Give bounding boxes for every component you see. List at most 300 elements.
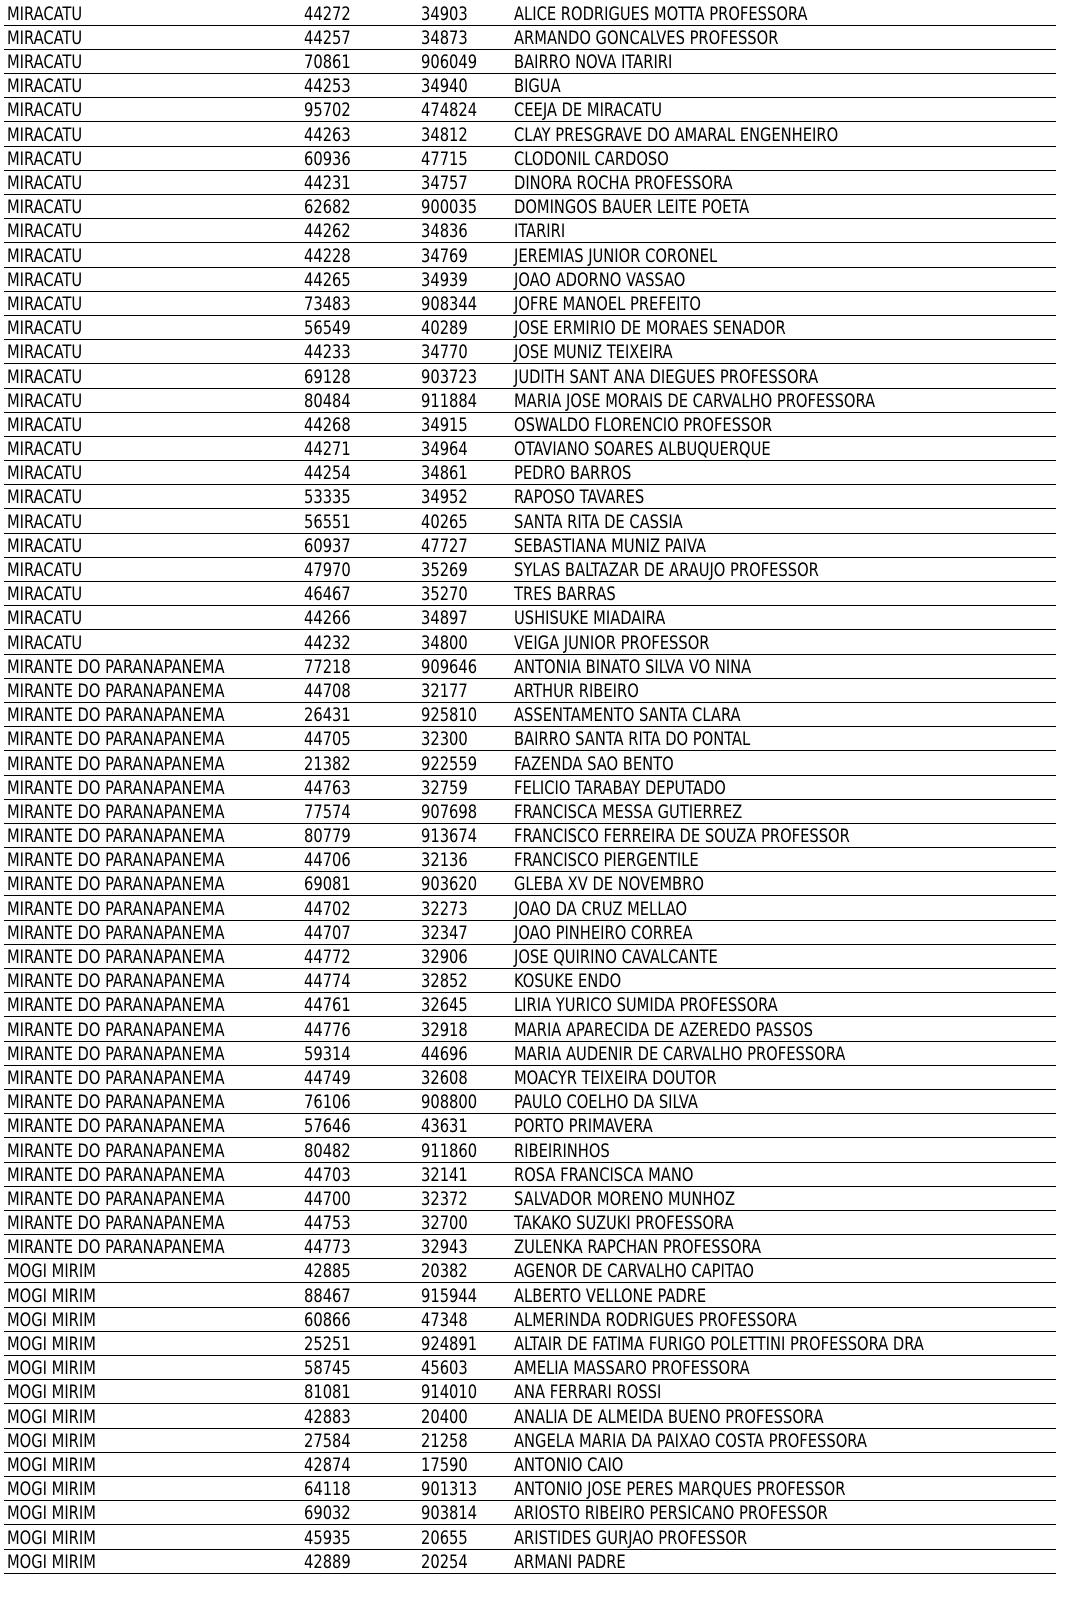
city-cell [4,1259,301,1283]
code-1-text: 44749 [304,1066,351,1089]
code-1-cell [301,751,418,775]
table-row [4,195,1056,219]
city-cell [4,557,301,581]
school-name-text: ASSENTAMENTO SANTA CLARA [514,704,741,727]
code-2-text: 21258 [421,1429,468,1452]
city-cell [4,1138,301,1162]
school-name-text: ALMERINDA RODRIGUES PROFESSORA [514,1308,797,1331]
code-2-text: 35270 [421,583,468,606]
code-1-text: 57646 [304,1115,351,1138]
city-cell [4,461,301,485]
code-1-text: 44763 [304,776,351,799]
code-1-text: 60866 [304,1308,351,1331]
code-1-cell [301,533,418,557]
school-name-text: SALVADOR MORENO MUNHOZ [514,1187,736,1210]
city-cell [4,920,301,944]
school-name-text: SEBASTIANA MUNIZ PAIVA [514,534,706,557]
school-name-cell [511,775,1056,799]
school-name-cell [511,364,1056,388]
table-row [4,557,1056,581]
code-2-cell [418,654,511,678]
code-2-text: 45603 [421,1357,468,1380]
school-name-text: FAZENDA SAO BENTO [514,752,674,775]
table-row [4,388,1056,412]
code-1-cell [301,170,418,194]
school-name-cell [511,1,1056,25]
school-name-text: LIRIA YURICO SUMIDA PROFESSORA [514,994,778,1017]
city-cell [4,993,301,1017]
code-2-text: 40289 [421,317,468,340]
school-name-cell [511,1138,1056,1162]
code-1-cell [301,25,418,49]
city-text: MIRANTE DO PARANAPANEMA [7,994,225,1017]
code-1-cell [301,823,418,847]
code-2-text: 914010 [421,1381,478,1404]
code-2-cell [418,388,511,412]
city-cell [4,799,301,823]
table-row [4,848,1056,872]
table-row [4,969,1056,993]
table-row [4,1356,1056,1380]
code-2-text: 47715 [421,147,468,170]
code-2-text: 34903 [421,2,468,25]
school-name-text: JOSE MUNIZ TEIXEIRA [514,341,673,364]
school-name-cell [511,1428,1056,1452]
table-row [4,243,1056,267]
table-row [4,1331,1056,1355]
code-2-text: 911884 [421,389,478,412]
code-1-cell [301,195,418,219]
city-cell [4,533,301,557]
code-1-cell [301,74,418,98]
table-row [4,49,1056,73]
city-cell [4,364,301,388]
code-1-text: 80484 [304,389,351,412]
city-cell [4,243,301,267]
school-name-cell [511,702,1056,726]
code-1-text: 44703 [304,1163,351,1186]
city-text: MIRACATU [7,559,83,581]
city-cell [4,848,301,872]
code-2-cell [418,340,511,364]
school-name-cell [511,1041,1056,1065]
table-row [4,1501,1056,1525]
code-2-cell [418,1114,511,1138]
school-name-text: ANGELA MARIA DA PAIXAO COSTA PROFESSORA [514,1429,867,1452]
city-text: MIRANTE DO PARANAPANEMA [7,1115,225,1138]
city-text: MIRANTE DO PARANAPANEMA [7,752,225,775]
code-2-text: 32906 [421,946,468,968]
code-2-text: 34952 [421,486,468,509]
city-cell [4,582,301,606]
code-2-cell [418,1283,511,1307]
school-name-cell [511,1501,1056,1525]
code-2-text: 922559 [421,752,478,775]
school-name-cell [511,944,1056,968]
code-1-cell [301,243,418,267]
code-1-cell [301,1210,418,1234]
city-cell [4,1114,301,1138]
school-name-cell [511,969,1056,993]
city-text: MIRANTE DO PARANAPANEMA [7,873,225,896]
code-1-text: 44705 [304,728,351,751]
code-1-cell [301,727,418,751]
school-name-cell [511,1017,1056,1041]
school-name-text: JOAO ADORNO VASSAO [514,268,686,291]
code-1-text: 64118 [304,1478,351,1501]
school-name-cell [511,122,1056,146]
city-text: MIRANTE DO PARANAPANEMA [7,1236,225,1259]
school-name-text: ITARIRI [514,220,566,243]
code-1-text: 69032 [304,1502,351,1525]
school-list-table [4,1,1056,1574]
school-name-cell [511,727,1056,751]
code-1-text: 44774 [304,970,351,993]
school-name-text: BAIRRO NOVA ITARIRI [514,51,673,74]
table-row [4,1114,1056,1138]
city-text: MIRANTE DO PARANAPANEMA [7,1042,225,1065]
code-1-text: 44707 [304,921,351,944]
code-2-cell [418,1501,511,1525]
city-text: MIRANTE DO PARANAPANEMA [7,970,225,993]
table-row [4,1380,1056,1404]
school-name-text: PORTO PRIMAVERA [514,1115,653,1138]
code-2-cell [418,823,511,847]
school-name-cell [511,678,1056,702]
code-1-cell [301,896,418,920]
table-row [4,509,1056,533]
city-text: MIRANTE DO PARANAPANEMA [7,849,225,872]
school-name-text: ANA FERRARI ROSSI [514,1381,662,1404]
city-text: MIRACATU [7,341,83,364]
code-1-cell [301,267,418,291]
city-cell [4,823,301,847]
table-row [4,25,1056,49]
city-text: MIRACATU [7,244,83,267]
code-1-cell [301,1380,418,1404]
table-row [4,412,1056,436]
code-2-cell [418,1452,511,1476]
school-name-cell [511,896,1056,920]
city-text: MIRACATU [7,438,83,461]
code-2-cell [418,1307,511,1331]
code-2-text: 903723 [421,365,478,388]
table-row [4,1476,1056,1500]
code-2-text: 34757 [421,172,468,194]
table-row [4,1283,1056,1307]
city-text: MOGI MIRIM [7,1381,96,1404]
table-row [4,944,1056,968]
school-name-cell [511,993,1056,1017]
code-1-cell [301,678,418,702]
school-name-text: ARMANDO GONCALVES PROFESSOR [514,26,779,49]
code-1-cell [301,969,418,993]
code-2-text: 34812 [421,123,468,146]
code-2-text: 32918 [421,1018,468,1041]
city-cell [4,1065,301,1089]
code-2-cell [418,1065,511,1089]
code-1-text: 46467 [304,583,351,606]
school-name-text: PAULO COELHO DA SILVA [514,1091,698,1114]
code-1-text: 44231 [304,172,351,194]
table-row [4,1089,1056,1113]
code-2-text: 47348 [421,1308,468,1331]
city-cell [4,1356,301,1380]
school-name-cell [511,1356,1056,1380]
code-1-text: 80779 [304,825,351,848]
school-name-cell [511,146,1056,170]
school-name-text: ALTAIR DE FATIMA FURIGO POLETTINI PROFESSORA DRA [514,1333,924,1355]
city-text: MOGI MIRIM [7,1478,96,1501]
code-1-text: 60936 [304,147,351,170]
city-text: MIRANTE DO PARANAPANEMA [7,1139,225,1162]
city-cell [4,969,301,993]
code-1-text: 44268 [304,413,351,436]
code-2-text: 34800 [421,631,468,654]
code-2-text: 925810 [421,704,478,727]
code-1-text: 56551 [304,510,351,533]
table-row [4,630,1056,654]
city-text: MIRACATU [7,510,83,533]
code-1-text: 42885 [304,1260,351,1283]
school-name-cell [511,1162,1056,1186]
code-2-cell [418,896,511,920]
table-row [4,993,1056,1017]
city-cell [4,291,301,315]
city-text: MIRACATU [7,268,83,291]
code-2-cell [418,1549,511,1573]
city-text: MIRANTE DO PARANAPANEMA [7,704,225,727]
school-name-cell [511,872,1056,896]
code-1-text: 44272 [304,2,351,25]
code-2-text: 32300 [421,728,468,751]
school-name-text: MOACYR TEIXEIRA DOUTOR [514,1066,717,1089]
city-text: MIRANTE DO PARANAPANEMA [7,1066,225,1089]
city-text: MIRANTE DO PARANAPANEMA [7,897,225,920]
code-2-cell [418,74,511,98]
code-1-cell [301,364,418,388]
city-text: MIRACATU [7,123,83,146]
city-cell [4,702,301,726]
table-row [4,146,1056,170]
code-1-cell [301,1259,418,1283]
city-cell [4,944,301,968]
code-1-text: 42874 [304,1453,351,1476]
code-2-cell [418,606,511,630]
city-cell [4,751,301,775]
school-name-cell [511,170,1056,194]
city-cell [4,1283,301,1307]
city-text: MIRACATU [7,413,83,436]
school-name-cell [511,25,1056,49]
code-2-text: 903620 [421,873,478,896]
school-name-cell [511,98,1056,122]
code-1-text: 44257 [304,26,351,49]
code-2-text: 906049 [421,51,478,74]
school-name-cell [511,461,1056,485]
code-2-cell [418,1162,511,1186]
code-2-text: 44696 [421,1042,468,1065]
code-2-cell [418,702,511,726]
code-2-text: 32136 [421,849,468,872]
city-cell [4,267,301,291]
code-2-text: 915944 [421,1284,478,1307]
code-1-text: 44266 [304,607,351,630]
school-name-text: JOAO DA CRUZ MELLAO [514,897,688,920]
school-name-text: ARISTIDES GURJAO PROFESSOR [514,1526,748,1549]
code-1-text: 21382 [304,752,351,775]
code-2-cell [418,944,511,968]
code-2-cell [418,1331,511,1355]
code-1-cell [301,1017,418,1041]
table-row [4,1017,1056,1041]
city-text: MOGI MIRIM [7,1453,96,1476]
city-cell [4,1331,301,1355]
school-name-cell [511,340,1056,364]
city-text: MIRACATU [7,2,83,25]
code-2-text: 900035 [421,196,478,219]
city-text: MIRACATU [7,462,83,485]
code-2-text: 32141 [421,1163,468,1186]
code-1-text: 44228 [304,244,351,267]
code-1-text: 81081 [304,1381,351,1404]
school-name-cell [511,557,1056,581]
school-name-text: JOFRE MANOEL PREFEITO [514,292,701,315]
code-2-cell [418,1186,511,1210]
school-name-text: ROSA FRANCISCA MANO [514,1163,694,1186]
city-text: MIRACATU [7,486,83,509]
city-text: MIRACATU [7,292,83,315]
code-1-cell [301,630,418,654]
city-text: MIRANTE DO PARANAPANEMA [7,679,225,702]
table-row [4,461,1056,485]
city-cell [4,727,301,751]
code-1-text: 44708 [304,679,351,702]
code-1-cell [301,557,418,581]
school-name-text: ZULENKA RAPCHAN PROFESSORA [514,1236,762,1259]
code-1-text: 69128 [304,365,351,388]
code-1-cell [301,654,418,678]
code-1-cell [301,1404,418,1428]
school-name-cell [511,315,1056,339]
table-row [4,799,1056,823]
school-name-text: FRANCISCO PIERGENTILE [514,849,699,872]
school-name-cell [511,1380,1056,1404]
table-row [4,340,1056,364]
code-1-text: 44772 [304,946,351,968]
code-2-text: 32852 [421,970,468,993]
city-cell [4,1525,301,1549]
code-2-cell [418,1525,511,1549]
city-text: MIRACATU [7,365,83,388]
code-2-text: 20400 [421,1405,468,1428]
city-text: MIRANTE DO PARANAPANEMA [7,946,225,968]
school-name-cell [511,1114,1056,1138]
city-text: MIRANTE DO PARANAPANEMA [7,825,225,848]
school-name-text: ANALIA DE ALMEIDA BUENO PROFESSORA [514,1405,824,1428]
code-1-cell [301,1186,418,1210]
table-row [4,1210,1056,1234]
code-2-cell [418,533,511,557]
code-2-cell [418,1380,511,1404]
city-text: MIRACATU [7,317,83,340]
school-name-text: ANTONIA BINATO SILVA VO NINA [514,655,752,678]
school-name-cell [511,291,1056,315]
city-cell [4,25,301,49]
code-2-cell [418,25,511,49]
code-1-text: 27584 [304,1429,351,1452]
code-1-text: 44233 [304,341,351,364]
school-name-text: CEEJA DE MIRACATU [514,99,663,122]
school-name-text: PEDRO BARROS [514,462,632,485]
table-row [4,678,1056,702]
school-name-text: MARIA AUDENIR DE CARVALHO PROFESSORA [514,1042,846,1065]
code-1-cell [301,1235,418,1259]
table-row [4,1259,1056,1283]
code-2-cell [418,969,511,993]
city-cell [4,606,301,630]
code-1-cell [301,606,418,630]
city-cell [4,315,301,339]
city-text: MIRACATU [7,99,83,122]
code-2-cell [418,630,511,654]
table-row [4,896,1056,920]
table-row [4,485,1056,509]
school-name-cell [511,751,1056,775]
school-name-text: TRES BARRAS [514,583,616,606]
code-2-cell [418,219,511,243]
school-name-text: DINORA ROCHA PROFESSORA [514,172,733,194]
city-cell [4,896,301,920]
school-name-text: VEIGA JUNIOR PROFESSOR [514,631,710,654]
code-2-text: 20382 [421,1260,468,1283]
code-1-cell [301,799,418,823]
table-row [4,1428,1056,1452]
school-name-cell [511,1549,1056,1573]
table-row [4,702,1056,726]
school-name-cell [511,582,1056,606]
city-cell [4,509,301,533]
code-2-cell [418,557,511,581]
school-name-cell [511,49,1056,73]
city-cell [4,630,301,654]
code-1-text: 26431 [304,704,351,727]
school-name-cell [511,267,1056,291]
city-cell [4,195,301,219]
code-1-text: 44700 [304,1187,351,1210]
city-text: MOGI MIRIM [7,1308,96,1331]
code-2-text: 47727 [421,534,468,557]
city-text: MOGI MIRIM [7,1284,96,1307]
city-text: MOGI MIRIM [7,1357,96,1380]
code-1-cell [301,1476,418,1500]
table-row [4,920,1056,944]
city-text: MIRANTE DO PARANAPANEMA [7,1091,225,1114]
school-name-text: SANTA RITA DE CASSIA [514,510,683,533]
code-2-cell [418,122,511,146]
school-name-cell [511,1210,1056,1234]
school-name-cell [511,219,1056,243]
school-name-text: FRANCISCO FERREIRA DE SOUZA PROFESSOR [514,825,850,848]
table-row [4,436,1056,460]
code-2-text: 17590 [421,1453,468,1476]
code-1-text: 44706 [304,849,351,872]
school-name-cell [511,1404,1056,1428]
city-cell [4,1235,301,1259]
school-name-text: ANTONIO JOSE PERES MARQUES PROFESSOR [514,1478,846,1501]
city-text: MIRANTE DO PARANAPANEMA [7,728,225,751]
school-name-text: MARIA APARECIDA DE AZEREDO PASSOS [514,1018,813,1041]
